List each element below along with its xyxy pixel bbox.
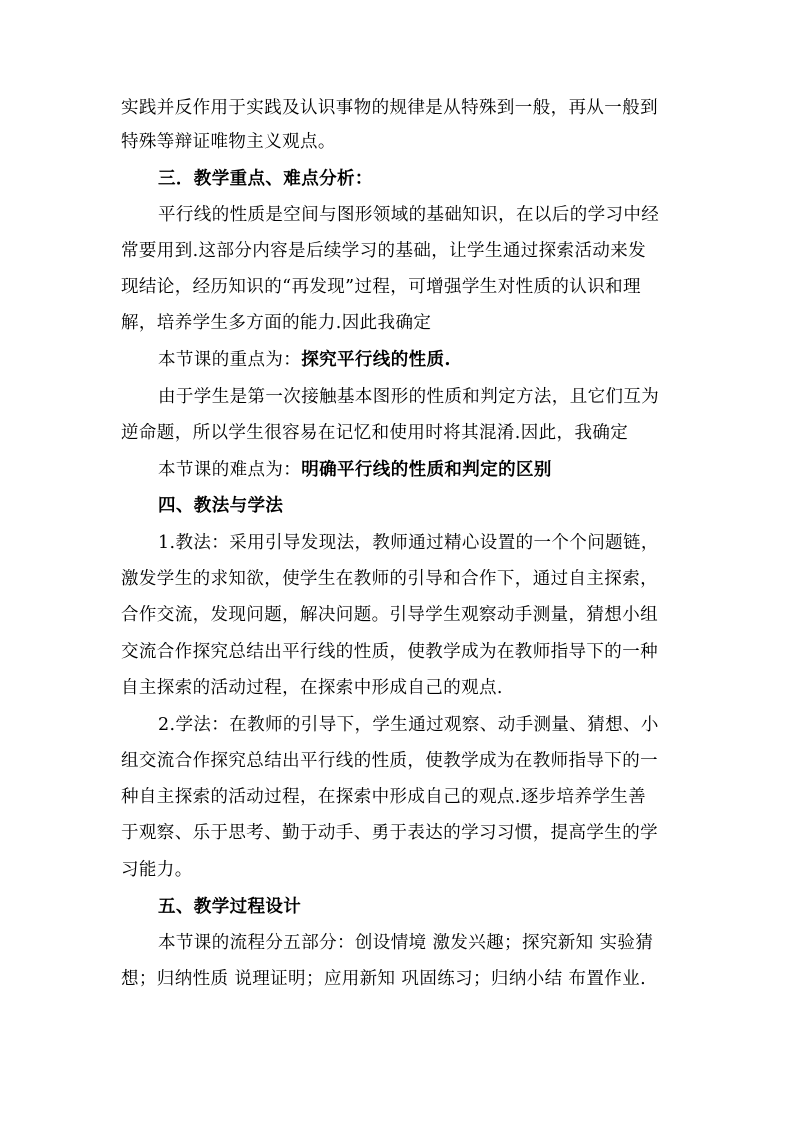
body-text-line: 种自主探索的活动过程，在探索中形成自己的观点.逐步培养学生善	[121, 787, 647, 807]
difficulty-prefix: 本节课的难点为：	[158, 460, 302, 480]
body-text-line: 常要用到.这部分内容是后续学习的基础，让学生通过探索活动来发	[121, 241, 647, 261]
body-text-line: 1.教法：采用引导发现法，教师通过精心设置的一个个问题链，	[158, 533, 659, 553]
body-text-line: 平行线的性质是空间与图形领域的基础知识，在以后的学习中经	[158, 205, 660, 225]
body-text-line: 于观察、乐于思考、勤于动手、勇于表达的学习习惯，提高学生的学	[121, 823, 658, 843]
body-text-line: 本节课的流程分五部分：创设情境 激发兴趣；探究新知 实验猜	[158, 933, 654, 953]
key-point-prefix: 本节课的重点为：	[158, 350, 302, 370]
key-point-emphasis: 探究平行线的性质.	[301, 350, 451, 370]
body-text-line: 2.学法：在教师的引导下，学生通过观察、动手测量、猜想、小	[158, 715, 659, 735]
body-text-line: 交流合作探究总结出平行线的性质，使教学成为在教师指导下的一种	[121, 642, 658, 662]
difficulty-emphasis: 明确平行线的性质和判定的区别	[301, 460, 552, 480]
body-text-line: 合作交流，发现问题，解决问题。引导学生观察动手测量，猜想小组	[121, 605, 658, 625]
body-text-line: 激发学生的求知欲，使学生在教师的引导和合作下，通过自主探索，	[121, 569, 658, 589]
body-text-line: 逆命题，所以学生很容易在记忆和使用时将其混淆.因此，我确定	[121, 423, 629, 443]
body-text-line: 现结论，经历知识的“再发现”过程，可增强学生对性质的认识和理	[121, 277, 641, 297]
body-text-line: 解，培养学生多方面的能力.因此我确定	[121, 313, 432, 333]
body-text-line: 想；归纳性质 说理证明；应用新知 巩固练习；归纳小结 布置作业.	[121, 969, 647, 989]
body-text-line: 自主探索的活动过程，在探索中形成自己的观点.	[121, 678, 503, 698]
body-text-line: 习能力。	[121, 860, 193, 880]
section-heading-3: 三．教学重点、难点分析：	[158, 169, 373, 189]
body-text-line: 特殊等辩证唯物主义观点。	[121, 132, 336, 152]
body-text-line: 组交流合作探究总结出平行线的性质，使教学成为在教师指导下的一	[121, 751, 658, 771]
difficulty-line	[158, 455, 552, 485]
body-text-line: 实践并反作用于实践及认识事物的规律是从特殊到一般，再从一般到	[121, 98, 658, 118]
body-text-line: 由于学生是第一次接触基本图形的性质和判定方法，且它们互为	[158, 387, 660, 407]
section-heading-5: 五、教学过程设计	[158, 897, 302, 917]
section-heading-4: 四、教法与学法	[158, 496, 284, 516]
key-point-line	[158, 345, 451, 375]
